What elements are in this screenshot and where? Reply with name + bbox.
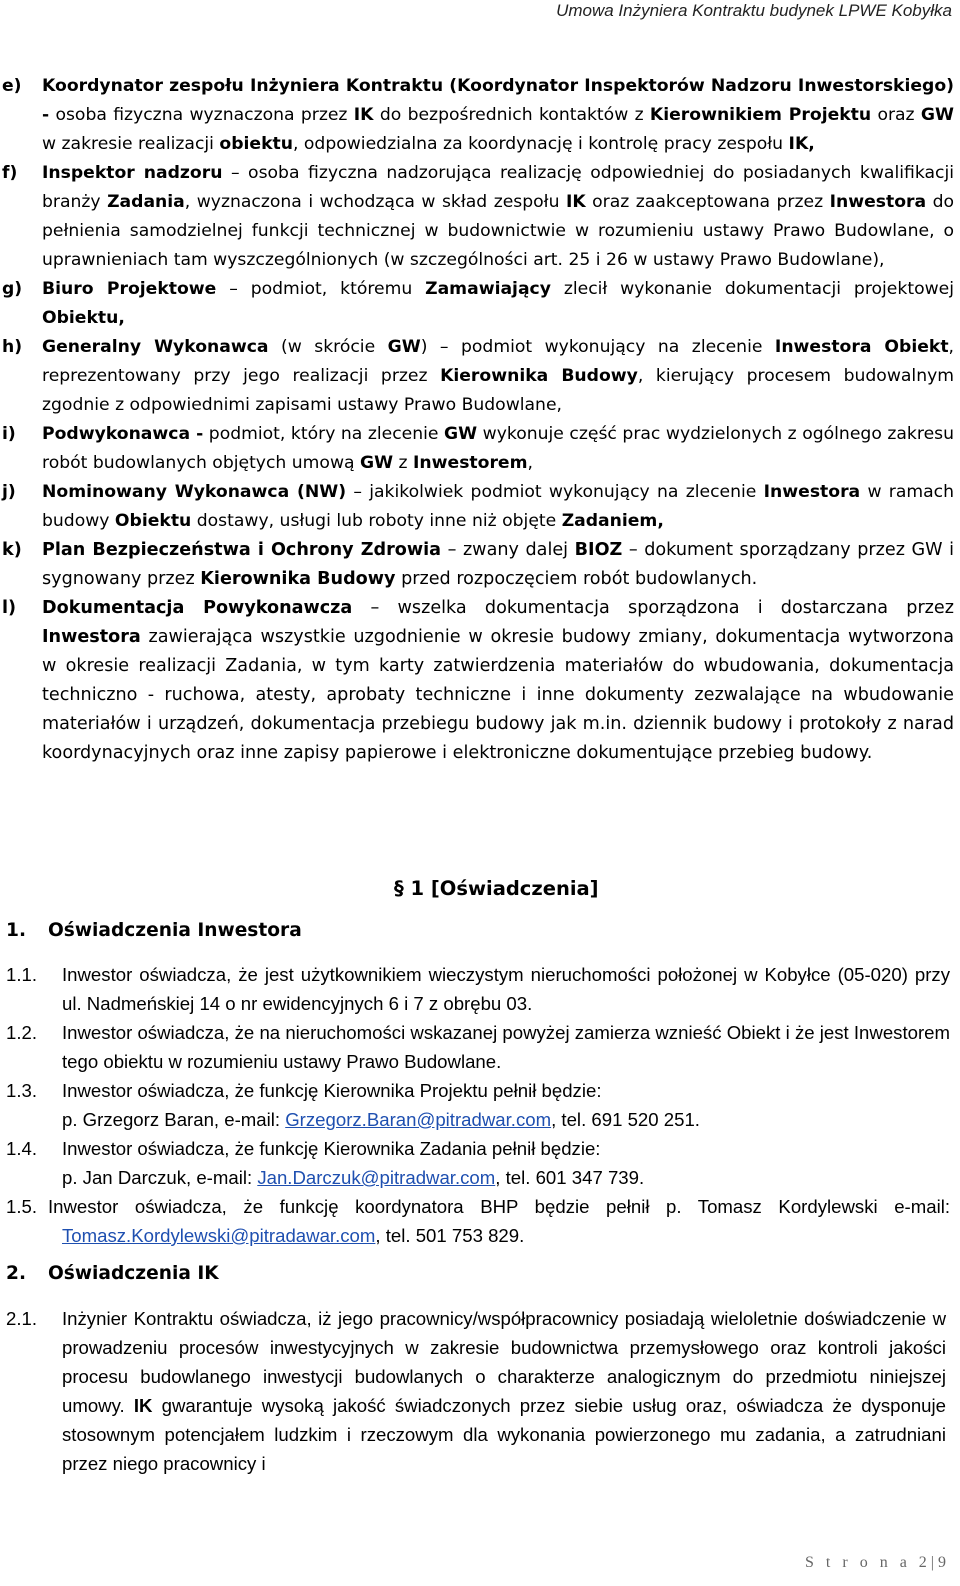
list-item-1-2 [0,1018,950,1076]
list-item-1-3 [0,1076,950,1134]
definition-term: Biuro Projektowe [42,279,217,299]
section-number: 2. [6,1263,27,1284]
item-text: Inwestor oświadcza, że funkcję Kierownika Zadania pełnił będzie: [62,1138,601,1159]
contact-line: p. Jan Darczuk, e-mail: Jan.Darczuk@pitradwar.com, tel. 601 347 739. [62,1167,645,1188]
definition-f: f) Inspektor nadzoru – osoba fizyczna nadzorująca realizację odpowiedniej do posiadanych kwalifikacji branży Zadania, wyznaczona i wchodząca w skład zespołu IK oraz zaakceptowana przez Inwestora do pełnienia samodzielnej funkcji technicznej w budownictwie w rozumieniu ustawy Prawo Budowlane, o uprawnieniach tam wyszczególnionych (w szczególności art. 25 i 26 w ustawy Prawo Budowlane), [0,159,954,275]
definition-term: Koordynator zespołu Inżyniera Kontraktu (Koordynator Inspektorów Nadzoru Inwestorskiego) - [42,76,954,125]
definition-l: l) Dokumentacja Powykonawcza – wszelka dokumentacja sporządzona i dostarczana przez Inwestora zawierająca wszystkie uzgodnienie w okresie budowy zmiany, dokumentacja wytworzona w okresie realizacji Zadania, w tym karty zatwierdzenia materiałów do wbudowania, dokumentacja techniczno - ruchowa, atesty, aprobaty techniczne i inne dokumenty zezwalające na wbudowanie materiałów i urządzeń, dokumentacja przebiegu budowy jak m.in. dziennik budowy i protokoły z narad koordynacyjnych oraz inne zapisy papierowe i elektroniczne dokumentujące przebieg budowy. [0,594,954,768]
definition-k: k) Plan Bezpieczeństwa i Ochrony Zdrowia – zwany dalej BIOZ – dokument sporządzany przez GW i sygnowany przez Kierownika Budowy przed rozpoczęciem robót budowlanych. [0,536,954,594]
definition-term: Dokumentacja Powykonawcza [42,598,353,618]
definition-j: j) Nominowany Wykonawca (NW) – jakikolwiek podmiot wykonujący na zlecenie Inwestora w ramach budowy Obiektu dostawy, usługi lub roboty inne niż objęte Zadaniem, [0,478,954,536]
definition-label: e) [2,76,22,96]
definition-g: g) Biuro Projektowe – podmiot, któremu Zamawiający zlecił wykonanie dokumentacji projektowej Obiektu, [0,275,954,333]
document-body [0,72,954,768]
list-item-2-1: 2.1. Inżynier Kontraktu oświadcza, iż jego pracownicy/współpracownicy posiadają wieloletnie doświadczenie w prowadzeniu procesów inwestycyjnych w zakresie budownictwa przemysłowego oraz kontroli jakości procesu budowlanego inwestycji budowlanych o charakterze analogicznym do przedmiotu niniejszej umowy. IK gwarantuje wysoką jakość świadczonych przez siebie usług oraz, oświadcza że dysponuje stosownym potencjałem ludzkim i rzeczowym dla wykonania powierzonego mu zadania, a zatrudniani przez niego pracownicy i [0,1304,946,1478]
section-1-list [0,960,950,1250]
section-title: Oświadczenia IK [48,1263,219,1284]
section-title: Oświadczenia Inwestora [48,920,302,941]
definition-label: j) [2,482,16,502]
definition-i: i) Podwykonawca - podmiot, który na zlecenie GW wykonuje część prac wydzielonych z ogólnego zakresu robót budowlanych objętych umową GW z Inwestorem, [0,420,954,478]
page-number: S t r o n a 2|9 [805,1554,950,1571]
email-link[interactable]: Jan.Darczuk@pitradwar.com [257,1167,496,1188]
item-text: Inwestor oświadcza, że funkcję Kierownika Projektu pełnił będzie: [62,1080,602,1101]
definition-e: e) Koordynator zespołu Inżyniera Kontraktu (Koordynator Inspektorów Nadzoru Inwestorskiego) - osoba fizyczna wyznaczona przez IK do bezpośrednich kontaktów z Kierownikiem Projektu oraz GW w zakresie realizacji obiektu, odpowiedzialna za koordynację i kontrolę pracy zespołu IK, [0,72,954,159]
item-number: 1.2. [6,1022,38,1043]
contact-line: p. Grzegorz Baran, e-mail: Grzegorz.Baran@pitradwar.com, tel. 691 520 251. [62,1109,700,1130]
item-number: 1.3. [6,1080,38,1101]
email-link[interactable]: Grzegorz.Baran@pitradwar.com [285,1109,552,1130]
definition-term: Generalny Wykonawca [42,337,269,357]
item-text: Inwestor oświadcza, że funkcję koordynatora BHP będzie pełnił p. Tomasz Kordylewski e-mail: [48,1196,950,1217]
definition-label: g) [2,279,23,299]
list-item-1-1 [0,960,950,1018]
definition-label: f) [2,163,18,183]
running-header: Umowa Inżyniera Kontraktu budynek LPWE Kobyłka [556,1,952,20]
definition-h: h) Generalny Wykonawca (w skrócie GW) – podmiot wykonujący na zlecenie Inwestora Obiekt, reprezentowany przy jego realizacji przez Kierownika Budowy, kierujący procesem budowalnym zgodnie z odpowiednimi zapisami ustawy Prawo Budowlane, [0,333,954,420]
item-number: 1.5. [6,1196,38,1217]
definition-label: k) [2,540,22,560]
item-text: Inwestor oświadcza, że jest użytkownikiem wieczystym nieruchomości położonej w Kobyłce (05-020) przy ul. Nadmeńskiej 14 o nr ewidencyjnych 6 i 7 z obrębu 03. [62,964,950,1014]
definition-label: i) [2,424,16,444]
email-link[interactable]: Tomasz.Kordylewski@pitradawar.com [62,1225,376,1246]
definition-term: Nominowany Wykonawca (NW) [42,482,347,502]
section-number: 1. [6,920,27,941]
paragraph-title: § 1 [Oświadczenia] [394,877,599,900]
item-number: 2.1. [6,1308,38,1329]
list-item-1-4 [0,1134,950,1192]
list-item-1-5: 1.5. Inwestor oświadcza, że funkcję koordynatora BHP będzie pełnił p. Tomasz Kordylewski e-mail: Tomasz.Kordylewski@pitradawar.com, tel. 501 753 829. [0,1192,950,1250]
item-text: Inżynier Kontraktu oświadcza, iż jego pracownicy/współpracownicy posiadają wieloletnie doświadczenie w prowadzeniu procesów inwestycyjnych w zakresie budownictwa przemysłowego oraz kontroli jakości procesu budowlanego inwestycji budowlanych o charakterze analogicznym do przedmiotu niniejszej umowy. [62,1308,946,1416]
definition-label: l) [2,598,17,618]
item-number: 1.4. [6,1138,38,1159]
item-number: 1.1. [6,964,38,985]
definition-term: Plan Bezpieczeństwa i Ochrony Zdrowia [42,540,441,560]
item-text: Inwestor oświadcza, że na nieruchomości wskazanej powyżej zamierza wznieść Obiekt i że jest Inwestorem tego obiektu w rozumieniu ustawy Prawo Budowlane. [62,1022,950,1072]
definition-term: Podwykonawca - [42,424,204,444]
definition-term: Inspektor nadzoru [42,163,223,183]
definition-label: h) [2,337,23,357]
section-2-list [0,1304,946,1478]
